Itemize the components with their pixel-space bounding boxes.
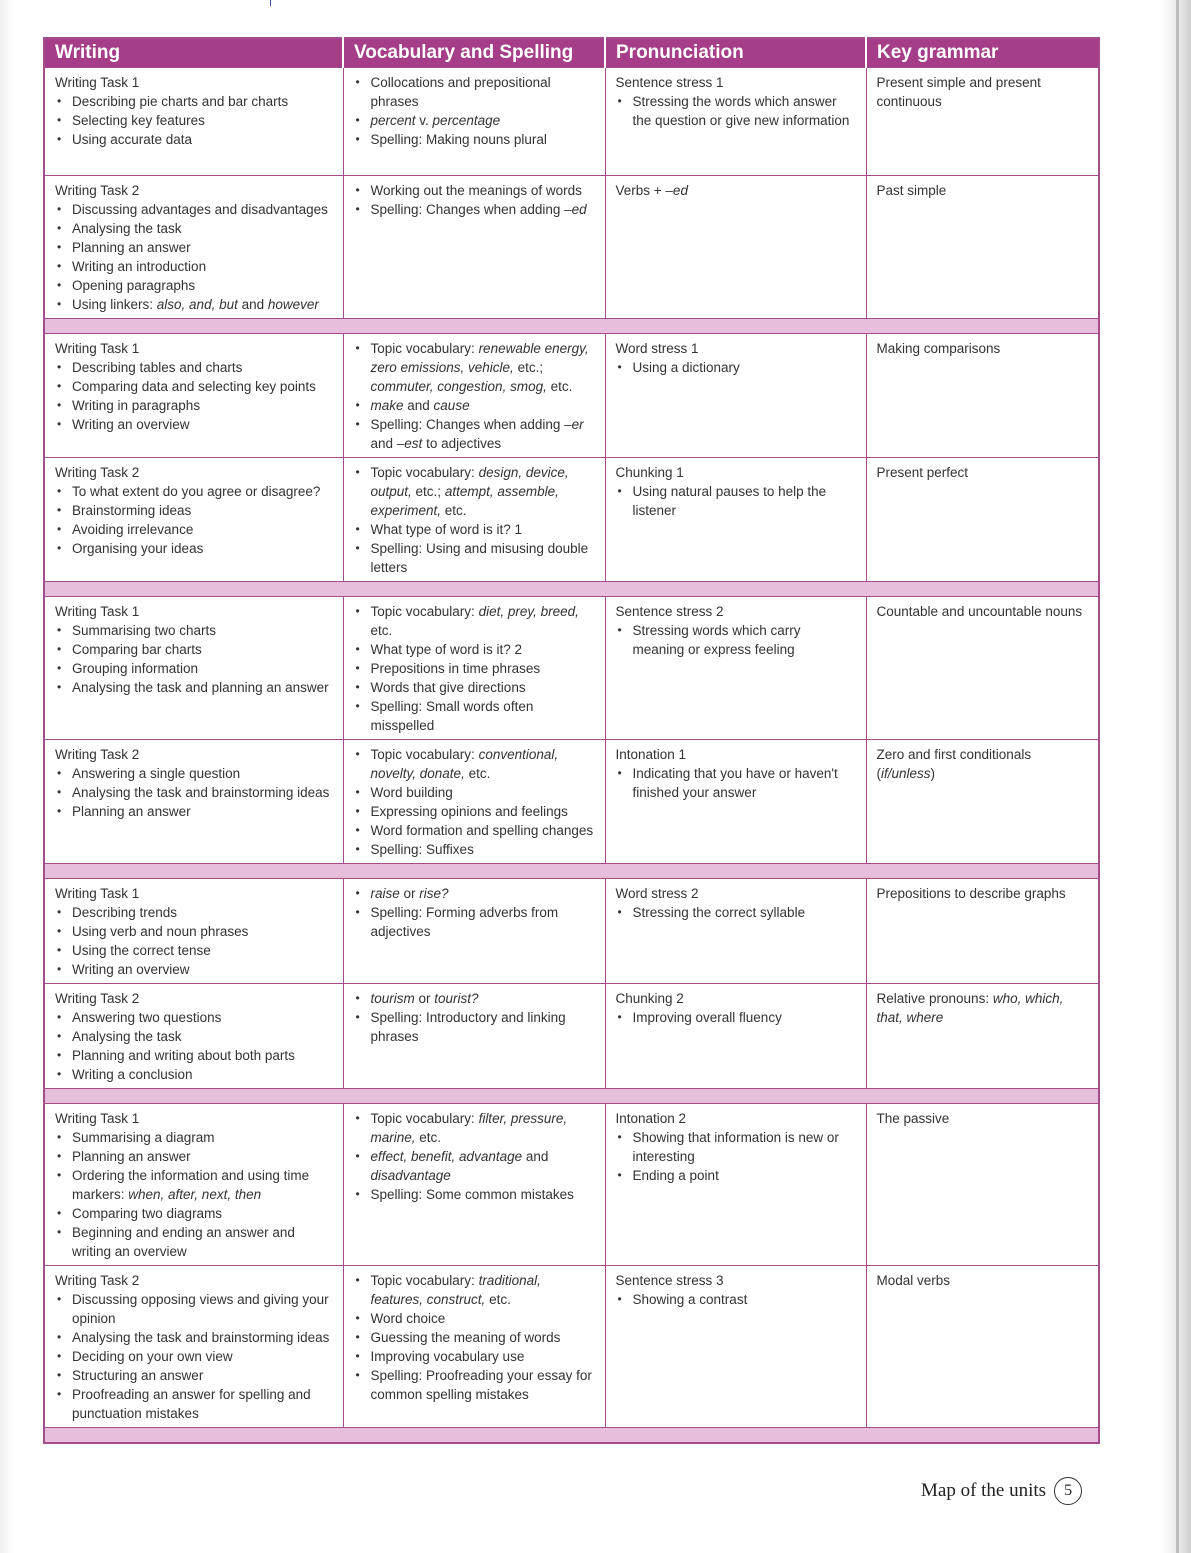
list-item: • Brainstorming ideas: [55, 501, 333, 520]
writing-items: [55, 1008, 333, 1084]
list-item: • Topic vocabulary: renewable energy, zero emissions, vehicle, etc.; commuter, congestion, smog, etc.: [354, 339, 595, 396]
vocabulary-cell: [343, 176, 605, 319]
list-item: • Using verb and noun phrases: [55, 922, 333, 941]
header-pronunciation: Pronunciation: [605, 38, 866, 68]
list-item: • Comparing two diagrams: [55, 1204, 333, 1223]
list-item: • Working out the meanings of words: [354, 181, 595, 200]
writing-items: [55, 1128, 333, 1261]
list-item: • tourism or tourist?: [354, 989, 595, 1008]
list-item: • Improving overall fluency: [616, 1008, 856, 1027]
vocabulary-items: [354, 1271, 595, 1404]
grammar-cell: Past simple: [866, 176, 1099, 319]
list-item: • Analysing the task and brainstorming ideas: [55, 783, 333, 802]
list-item: • To what extent do you agree or disagree?: [55, 482, 333, 501]
writing-cell: [44, 176, 343, 319]
writing-items: [55, 764, 333, 821]
list-item: • Analysing the task and brainstorming ideas: [55, 1328, 333, 1347]
list-item: • Selecting key features: [55, 111, 333, 130]
writing-task-title: Writing Task 2: [55, 465, 140, 480]
list-item: • Using natural pauses to help the listener: [616, 482, 856, 520]
writing-items: [55, 1290, 333, 1423]
list-item: • Word building: [354, 783, 595, 802]
pronunciation-title: Intonation 1: [615, 747, 687, 762]
list-item: • Planning and writing about both parts: [55, 1046, 333, 1065]
unit-divider-band: [44, 319, 1099, 334]
vocabulary-items: [354, 745, 595, 859]
grammar-cell: Relative pronouns: who, which, that, where: [866, 984, 1099, 1089]
list-item: • Indicating that you have or haven't finished your answer: [616, 764, 856, 802]
list-item: • Comparing bar charts: [55, 640, 333, 659]
writing-items: [55, 482, 333, 558]
pronunciation-title: Intonation 2: [615, 1111, 687, 1126]
list-item: • Planning an answer: [55, 1147, 333, 1166]
list-item: • Planning an answer: [55, 238, 333, 257]
pronunciation-cell: [605, 597, 866, 740]
list-item: • Expressing opinions and feelings: [354, 802, 595, 821]
list-item: • Analysing the task and planning an answer: [55, 678, 333, 697]
list-item: • Avoiding irrelevance: [55, 520, 333, 539]
writing-task-title: Writing Task 1: [55, 604, 140, 619]
list-item: • Comparing data and selecting key points: [55, 377, 333, 396]
pronunciation-cell: [605, 334, 866, 458]
table-row: [44, 68, 1099, 176]
list-item: • Answering two questions: [55, 1008, 333, 1027]
vocabulary-cell: [343, 879, 605, 984]
writing-items: [55, 92, 333, 149]
list-item: • Topic vocabulary: traditional, features, construct, etc.: [354, 1271, 595, 1309]
list-item: • Spelling: Making nouns plural: [354, 130, 595, 149]
list-item: • Spelling: Small words often misspelled: [354, 697, 595, 735]
writing-items: [55, 621, 333, 697]
book-spine: [1176, 0, 1179, 1553]
list-item: • Summarising two charts: [55, 621, 333, 640]
pronunciation-items: [616, 1128, 856, 1185]
pronunciation-cell: [605, 1104, 866, 1266]
list-item: • Beginning and ending an answer and writing an overview: [55, 1223, 333, 1261]
list-item: • What type of word is it? 2: [354, 640, 595, 659]
grammar-cell: Zero and first conditionals (if/unless): [866, 740, 1099, 864]
unit-divider-band: [44, 864, 1099, 879]
writing-items: [55, 200, 333, 314]
table-header-row: [44, 38, 1099, 68]
list-item: • Spelling: Some common mistakes: [354, 1185, 595, 1204]
unit-divider-band: [44, 1428, 1099, 1444]
list-item: • Writing an overview: [55, 960, 333, 979]
writing-task-title: Writing Task 2: [55, 991, 140, 1006]
writing-cell: [44, 740, 343, 864]
list-item: • Word choice: [354, 1309, 595, 1328]
writing-task-title: Writing Task 1: [55, 341, 140, 356]
pronunciation-title: Verbs + –ed: [615, 183, 688, 198]
vocabulary-items: [354, 339, 595, 453]
list-item: • Describing tables and charts: [55, 358, 333, 377]
pronunciation-cell: [605, 879, 866, 984]
list-item: • Using a dictionary: [616, 358, 856, 377]
grammar-cell: Countable and uncountable nouns: [866, 597, 1099, 740]
vocabulary-items: [354, 602, 595, 735]
list-item: • Improving vocabulary use: [354, 1347, 595, 1366]
writing-task-title: Writing Task 2: [55, 183, 140, 198]
pronunciation-items: [616, 482, 856, 520]
writing-items: [55, 903, 333, 979]
list-item: • Writing in paragraphs: [55, 396, 333, 415]
list-item: • Using accurate data: [55, 130, 333, 149]
writing-cell: [44, 984, 343, 1089]
pronunciation-title: Chunking 1: [615, 465, 684, 480]
grammar-cell: Present perfect: [866, 458, 1099, 582]
list-item: • Writing an overview: [55, 415, 333, 434]
list-item: • Showing that information is new or interesting: [616, 1128, 856, 1166]
table-row: [44, 176, 1099, 319]
grammar-cell: Present simple and present continuous: [866, 68, 1099, 176]
writing-task-title: Writing Task 1: [55, 75, 140, 90]
list-item: • Stressing the words which answer the question or give new information: [616, 92, 856, 130]
vocabulary-cell: [343, 740, 605, 864]
list-item: • Spelling: Changes when adding –er and –est to adjectives: [354, 415, 595, 453]
list-item: • What type of word is it? 1: [354, 520, 595, 539]
writing-items: [55, 358, 333, 434]
pronunciation-cell: [605, 984, 866, 1089]
list-item: • Spelling: Suffixes: [354, 840, 595, 859]
list-item: • Grouping information: [55, 659, 333, 678]
writing-task-title: Writing Task 1: [55, 886, 140, 901]
list-item: • Prepositions in time phrases: [354, 659, 595, 678]
list-item: • Proofreading an answer for spelling and punctuation mistakes: [55, 1385, 333, 1423]
list-item: • Describing pie charts and bar charts: [55, 92, 333, 111]
vocabulary-items: [354, 181, 595, 219]
list-item: • percent v. percentage: [354, 111, 595, 130]
pronunciation-cell: [605, 68, 866, 176]
unit-divider-band: [44, 1089, 1099, 1104]
vocabulary-items: [354, 463, 595, 577]
writing-cell: [44, 458, 343, 582]
pronunciation-cell: [605, 458, 866, 582]
list-item: • Guessing the meaning of words: [354, 1328, 595, 1347]
table-row: [44, 984, 1099, 1089]
writing-cell: [44, 1266, 343, 1428]
vocabulary-items: [354, 884, 595, 941]
grammar-cell: The passive: [866, 1104, 1099, 1266]
list-item: • Opening paragraphs: [55, 276, 333, 295]
unit-divider-band: [44, 582, 1099, 597]
list-item: • Spelling: Introductory and linking phrases: [354, 1008, 595, 1046]
list-item: • Topic vocabulary: conventional, novelty, donate, etc.: [354, 745, 595, 783]
vocabulary-cell: [343, 1266, 605, 1428]
pronunciation-cell: [605, 176, 866, 319]
header-writing: Writing: [44, 38, 343, 68]
writing-cell: [44, 1104, 343, 1266]
writing-task-title: Writing Task 2: [55, 747, 140, 762]
pronunciation-cell: [605, 740, 866, 864]
footer-label: Map of the units: [921, 1480, 1047, 1501]
vocabulary-cell: [343, 68, 605, 176]
vocabulary-cell: [343, 334, 605, 458]
table-body: [44, 68, 1099, 1444]
table-row: [44, 458, 1099, 582]
pronunciation-items: [616, 1290, 856, 1309]
pronunciation-items: [616, 1008, 856, 1027]
pronunciation-title: Word stress 2: [615, 886, 699, 901]
table-row: [44, 1266, 1099, 1428]
writing-cell: [44, 68, 343, 176]
list-item: • make and cause: [354, 396, 595, 415]
list-item: • Analysing the task: [55, 1027, 333, 1046]
pronunciation-items: [616, 903, 856, 922]
pronunciation-cell: [605, 1266, 866, 1428]
vocabulary-items: [354, 73, 595, 149]
list-item: • Words that give directions: [354, 678, 595, 697]
vocabulary-items: [354, 989, 595, 1046]
vocabulary-items: [354, 1109, 595, 1204]
pronunciation-title: Sentence stress 2: [615, 604, 724, 619]
table-row: [44, 740, 1099, 864]
table-row: [44, 597, 1099, 740]
header-vocabulary: Vocabulary and Spelling: [343, 38, 605, 68]
list-item: • Planning an answer: [55, 802, 333, 821]
pronunciation-title: Sentence stress 1: [615, 75, 724, 90]
list-item: • Stressing words which carry meaning or express feeling: [616, 621, 856, 659]
crop-mark: [270, 0, 271, 6]
list-item: • Using linkers: also, and, but and however: [55, 295, 333, 314]
list-item: • raise or rise?: [354, 884, 595, 903]
vocabulary-cell: [343, 458, 605, 582]
vocabulary-cell: [343, 984, 605, 1089]
pronunciation-items: [616, 358, 856, 377]
writing-task-title: Writing Task 1: [55, 1111, 140, 1126]
map-of-units-table: [43, 37, 1100, 1444]
pronunciation-items: [616, 764, 856, 802]
list-item: • Analysing the task: [55, 219, 333, 238]
list-item: • Discussing advantages and disadvantages: [55, 200, 333, 219]
vocabulary-cell: [343, 1104, 605, 1266]
list-item: • Deciding on your own view: [55, 1347, 333, 1366]
grammar-cell: Making comparisons: [866, 334, 1099, 458]
list-item: • Writing a conclusion: [55, 1065, 333, 1084]
writing-cell: [44, 334, 343, 458]
writing-cell: [44, 879, 343, 984]
list-item: • Topic vocabulary: diet, prey, breed, etc.: [354, 602, 595, 640]
list-item: • Spelling: Forming adverbs from adjectives: [354, 903, 595, 941]
list-item: • Collocations and prepositional phrases: [354, 73, 595, 111]
list-item: • Discussing opposing views and giving your opinion: [55, 1290, 333, 1328]
list-item: • Ending a point: [616, 1166, 856, 1185]
list-item: • Writing an introduction: [55, 257, 333, 276]
pronunciation-title: Sentence stress 3: [615, 1273, 724, 1288]
list-item: • Spelling: Changes when adding –ed: [354, 200, 595, 219]
list-item: • Spelling: Using and misusing double letters: [354, 539, 595, 577]
list-item: • Structuring an answer: [55, 1366, 333, 1385]
list-item: • Topic vocabulary: filter, pressure, marine, etc.: [354, 1109, 595, 1147]
page-number: 5: [1054, 1477, 1082, 1505]
pronunciation-title: Chunking 2: [615, 991, 684, 1006]
list-item: • Spelling: Proofreading your essay for common spelling mistakes: [354, 1366, 595, 1404]
pronunciation-items: [616, 621, 856, 659]
list-item: • Topic vocabulary: design, device, output, etc.; attempt, assemble, experiment, etc.: [354, 463, 595, 520]
table-row: [44, 879, 1099, 984]
list-item: • Summarising a diagram: [55, 1128, 333, 1147]
page-footer: [921, 1477, 1082, 1505]
grammar-cell: Modal verbs: [866, 1266, 1099, 1428]
list-item: • effect, benefit, advantage and disadvantage: [354, 1147, 595, 1185]
table-row: [44, 334, 1099, 458]
list-item: • Ordering the information and using time markers: when, after, next, then: [55, 1166, 333, 1204]
list-item: • Answering a single question: [55, 764, 333, 783]
list-item: • Using the correct tense: [55, 941, 333, 960]
vocabulary-cell: [343, 597, 605, 740]
grammar-cell: Prepositions to describe graphs: [866, 879, 1099, 984]
header-key-grammar: Key grammar: [866, 38, 1099, 68]
list-item: • Showing a contrast: [616, 1290, 856, 1309]
list-item: • Stressing the correct syllable: [616, 903, 856, 922]
writing-cell: [44, 597, 343, 740]
list-item: • Describing trends: [55, 903, 333, 922]
writing-task-title: Writing Task 2: [55, 1273, 140, 1288]
pronunciation-title: Word stress 1: [615, 341, 699, 356]
table-row: [44, 1104, 1099, 1266]
list-item: • Organising your ideas: [55, 539, 333, 558]
list-item: • Word formation and spelling changes: [354, 821, 595, 840]
pronunciation-items: [616, 92, 856, 130]
